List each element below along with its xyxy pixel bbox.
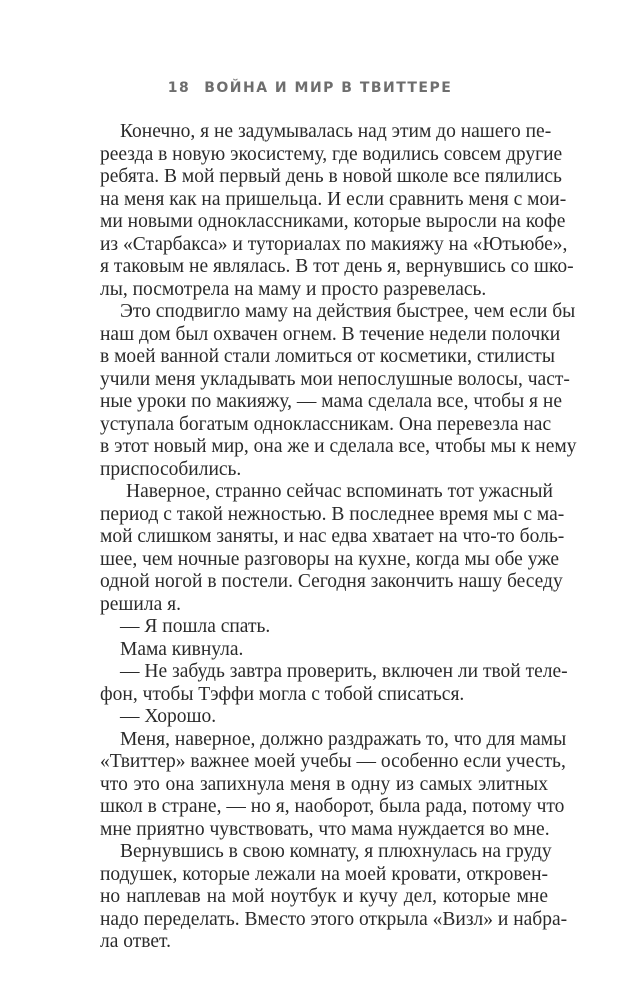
text-line: одной ногой в постели. Сегодня закончить нашу беседу (100, 571, 563, 592)
running-title: ВОЙНА И МИР В ТВИТТЕРЕ (204, 80, 453, 96)
text-line: школ в стране, — но я, наоборот, была рада, потому что (100, 796, 565, 817)
text-line: из «Старбакса» и туториалах по макияжу на «Ютьюбе», (100, 233, 568, 255)
paragraph (100, 728, 567, 842)
text-line: но наплевав на мой ноутбук и кучу дел, которые мне (100, 886, 548, 907)
text-line: я таковым не являлась. В тот день я, вернувшись со шко- (100, 256, 574, 277)
text-line: шее, чем ночные разговоры на кухне, когда мы обе уже (100, 548, 560, 570)
text-line: что это она запихнула меня в одну из самых элитных (100, 773, 548, 795)
paragraph (100, 661, 568, 706)
text-line: Вернувшись в свою комнату, я плюхнулась на груду (120, 841, 552, 862)
text-line: период с такой нежностью. В последнее время мы с ма- (100, 503, 565, 525)
paragraph (100, 706, 548, 729)
text-line: ребята. В мой первый день в новой школе все пялились (100, 166, 562, 187)
text-line: реезда в новую экосистему, где водились совсем другие (100, 143, 563, 165)
text-line: фон, чтобы Тэффи могла с тобой списаться. (100, 683, 465, 705)
paragraph (100, 121, 574, 301)
text-line: Мама кивнула. (120, 638, 244, 660)
body-text (100, 121, 577, 954)
paragraph (100, 616, 548, 639)
text-line: — Не забудь завтра проверить, включен ли твой теле- (120, 661, 568, 682)
text-line: — Хорошо. (120, 706, 217, 727)
text-line: Меня, наверное, должно раздражать то, что для мамы (120, 728, 567, 750)
page-number: 18 (167, 80, 191, 96)
text-line: Это сподвигло маму на действия быстрее, чем если бы (120, 301, 576, 322)
text-line: мой слишком заняты, и нас едва хватает на что-то боль- (100, 526, 565, 547)
text-line: мне приятно чувствовать, что мама нуждается во мне. (100, 818, 550, 840)
running-header (0, 80, 620, 96)
paragraph (100, 481, 565, 616)
text-line: ные уроки по макияжу, — мама сделала все, чтобы я не (100, 391, 562, 412)
paragraph (100, 301, 577, 481)
text-line: решила я. (100, 593, 181, 615)
text-line: лы, посмотрела на маму и просто разревелась. (100, 278, 487, 300)
text-line: подушек, которые лежали на моей кровати, откровен- (100, 863, 548, 885)
text-line: наш дом был охвачен огнем. В течение недели полочки (100, 323, 561, 345)
text-line: — Я пошла спать. (120, 616, 271, 637)
text-line: Конечно, я не задумывалась над этим до нашего пе- (120, 121, 552, 142)
text-line: Наверное, странно сейчас вспоминать тот ужасный (126, 481, 553, 502)
paragraph (100, 841, 568, 954)
text-line: приспособились. (100, 458, 242, 480)
text-line: «Твиттер» важнее моей учебы — особенно если учесть, (100, 751, 566, 772)
text-line: учили меня укладывать мои непослушные волосы, част- (100, 368, 570, 390)
text-line: уступала богатым одноклассникам. Она перевезла нас (100, 413, 552, 435)
text-line: в моей ванной стали ломиться от косметики, стилисты (100, 346, 555, 367)
text-line: ла ответ. (100, 931, 171, 952)
text-line: надо переделать. Вместо этого открыла «Визл» и набра- (100, 908, 568, 930)
text-line: в этот новый мир, она же и сделала все, чтобы мы к нему (100, 436, 577, 457)
paragraph (100, 639, 548, 662)
text-line: на меня как на пришельца. И если сравнить меня с мои- (100, 188, 567, 210)
text-line: ми новыми одноклассниками, которые выросли на кофе (100, 211, 566, 232)
